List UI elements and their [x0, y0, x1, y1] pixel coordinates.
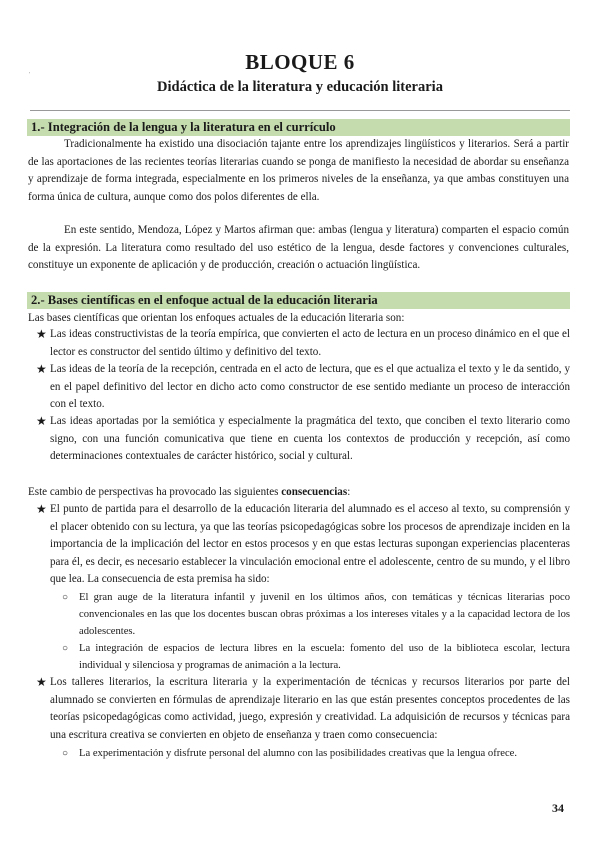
- sub-list-item: [62, 640, 570, 674]
- star-bullet-icon: ★: [36, 327, 47, 341]
- section-heading-2: 2.- Bases científicas en el enfoque actual de la educación literaria: [27, 292, 570, 309]
- margin-mark: ': [29, 72, 31, 78]
- sub-list-item: [62, 745, 570, 762]
- sub-list-item-text: El gran auge de la literatura infantil y juvenil en los últimos años, con temáticas y técnicas literarias poco convencionales en las que los docentes buscan obras próximas a los intereses vitales y a la capacidad lectora de los adolescentes.: [79, 592, 570, 637]
- consequences-keyword: consecuencias: [281, 486, 348, 498]
- page-number: 34: [552, 801, 564, 815]
- star-bullet-icon: ★: [36, 502, 47, 516]
- list-item: [36, 361, 570, 414]
- section2-intro: Las bases científicas que orientan los enfoques actuales de la educación literaria son:: [28, 312, 405, 324]
- consequences-suffix: :: [347, 486, 351, 498]
- list-item: [36, 326, 570, 361]
- consequences-prefix: Este cambio de perspectivas ha provocado las siguientes: [28, 486, 282, 498]
- sub-list-item: [62, 589, 570, 640]
- list-item-text: El punto de partida para el desarrollo de la educación literaria del alumnado es el acceso al texto, su comprensión y el placer obtenido con su lectura, ya que las teorías psicopedagógicas sobre los procesos de aprendizaje inciden en la importancia de la implicación del lector en estos procesos y en que estas lecturas supongan experiencias placenteras para él, es decir, es necesario establecer la vinculación emocional entre el adolescente, centro de su mundo, y el libro que lea. La consecuencia de esta premisa ha sido:: [50, 503, 570, 585]
- sub-list-item-text: La integración de espacios de lectura libres en la escuela: fomento del uso de la biblioteca escolar, lectura individual y silenciosa y programas de animación a la lectura.: [79, 643, 570, 671]
- header-divider: [30, 110, 570, 111]
- star-bullet-icon: ★: [36, 414, 47, 428]
- list-item-text: Los talleres literarios, la escritura literaria y la experimentación de técnicas y recursos literarios por parte del alumnado se convierten en fórmulas de aprendizaje literario en las que están presentes conceptos procedentes de las teorías psicopedagógicas como actividad, juego, expresión y creatividad. La adquisición de recursos y técnicas para una escritura creativa se convierten en objeto de enseñanza y traen como consecuencia:: [50, 676, 570, 741]
- star-bullet-icon: ★: [36, 362, 47, 376]
- list-item-text: Las ideas constructivistas de la teoría empírica, que convierten el acto de lectura en un proceso dinámico en el que el lector es constructor del sentido último y definitivo del texto.: [50, 328, 570, 358]
- section1-paragraph-1: Tradicionalmente ha existido una disociación tajante entre los aprendizajes lingüísticos y literarios. Será a partir de las aportaciones de las recientes teorías literarias cuando se ponga de manifiesto la necesidad de abordar su enseñanza y aprendizaje de forma integrada, especialmente en los primeros niveles de la enseñanza, ya que ambas constituyen una forma única de cultura, aunque como dos polos diferentes de ella.: [28, 138, 569, 203]
- page-title: BLOQUE 6: [245, 50, 355, 74]
- star-bullet-icon: ★: [36, 675, 47, 689]
- list-item-text: Las ideas aportadas por la semiótica y especialmente la pragmática del texto, que conciben el texto literario como signo, con una función comunicativa que tiene en cuenta los contextos de producción y recepción, así como determinaciones contextuales de carácter histórico, social y cultural.: [50, 415, 570, 462]
- list-item-text: Las ideas de la teoría de la recepción, centrada en el acto de lectura, que es el que actualiza el texto y le da sentido, y en el papel definitivo del lector en dicho acto como constructor de ese sentido mediante un proceso de interacción con el texto.: [50, 363, 570, 410]
- section1-paragraph-2: En este sentido, Mendoza, López y Martos afirman que: ambas (lengua y literatura) comparten el espacio común de la expresión. La literatura como resultado del uso estético de la lengua, desde factores y convenciones culturales, constituye un exponente de aplicación y de producción, creación o actuación lingüística.: [28, 224, 569, 271]
- list-item: [36, 413, 570, 466]
- circle-bullet-icon: ○: [62, 643, 69, 654]
- consequences-intro: [28, 484, 569, 501]
- sub-list-item-text: La experimentación y disfrute personal del alumno con las posibilidades creativas que la lengua ofrece.: [79, 748, 518, 759]
- circle-bullet-icon: ○: [62, 748, 69, 759]
- section-heading-1: 1.- Integración de la lengua y la literatura en el currículo: [27, 119, 570, 136]
- circle-bullet-icon: ○: [62, 592, 69, 603]
- list-item: [36, 501, 570, 589]
- page-subtitle: Didáctica de la literatura y educación literaria: [157, 79, 443, 95]
- list-item: [36, 674, 570, 744]
